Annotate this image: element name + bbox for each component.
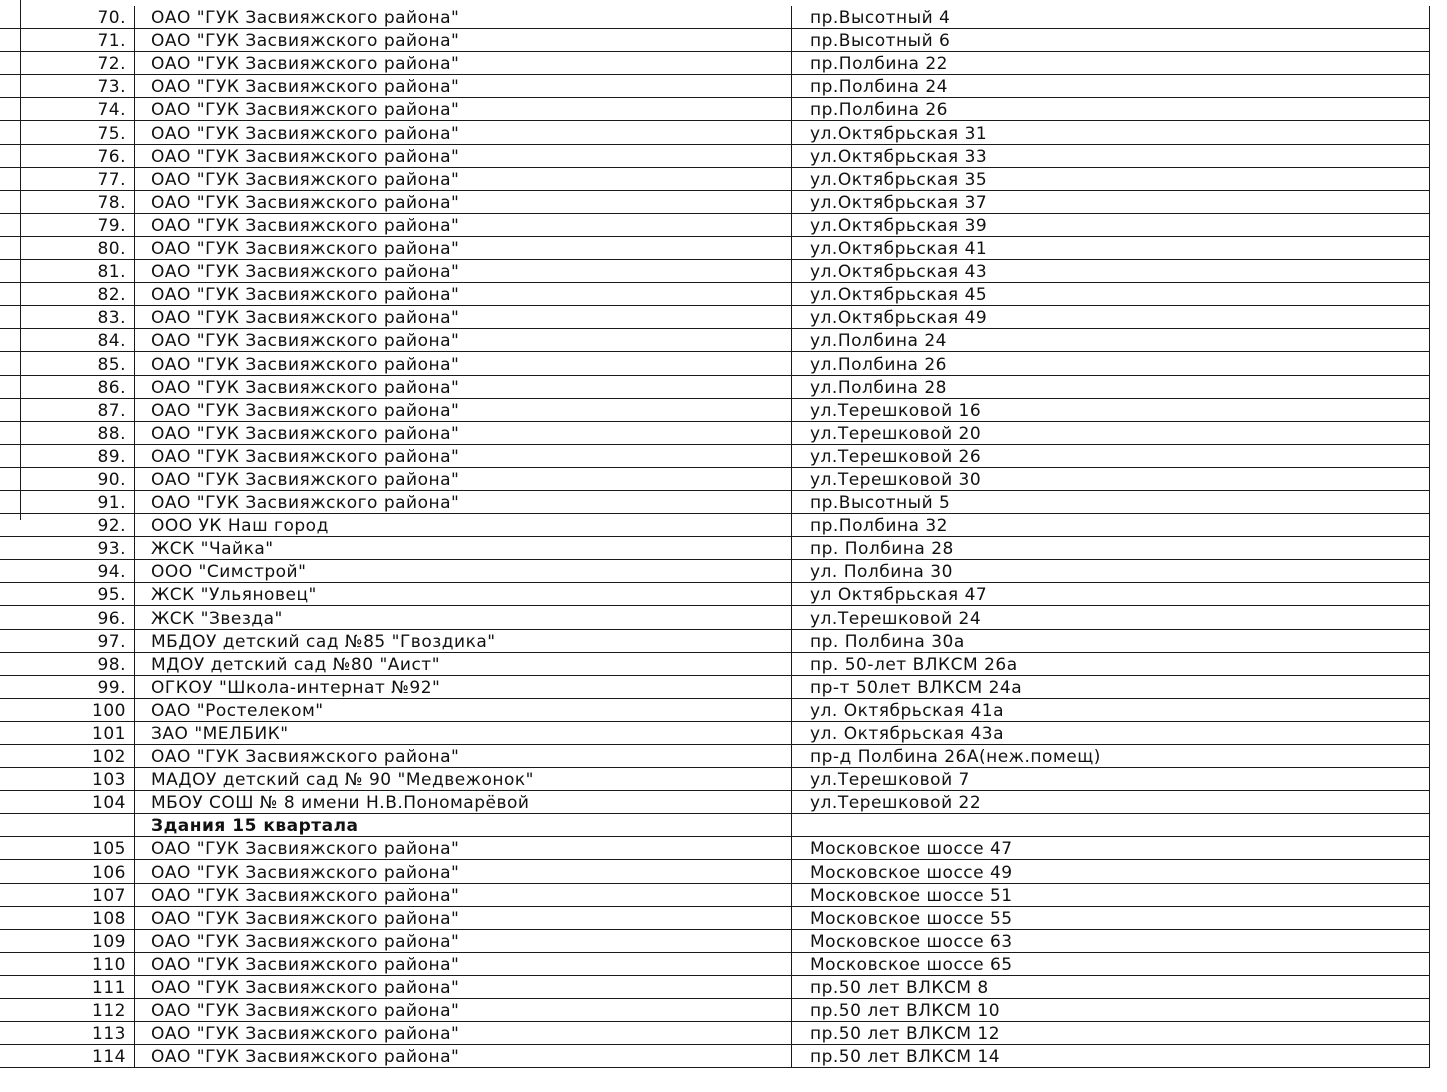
row-number: 86. [0,375,135,398]
row-number: 114 [0,1045,135,1068]
building-address: пр.50 лет ВЛКСМ 14 [792,1045,1430,1068]
organization-name: МБДОУ детский сад №85 "Гвоздика" [135,629,792,652]
row-number: 92. [0,514,135,537]
buildings-table [0,6,1430,1068]
building-address: ул Октябрьская 47 [792,583,1430,606]
organization-name: ОАО "ГУК Засвияжского района" [135,398,792,421]
row-number: 112 [0,999,135,1022]
row-number: 87. [0,398,135,421]
row-number: 95. [0,583,135,606]
organization-name: ОАО "ГУК Засвияжского района" [135,1045,792,1068]
building-address: ул.Терешковой 7 [792,768,1430,791]
building-address: ул.Полбина 28 [792,375,1430,398]
organization-name: ОАО "ГУК Засвияжского района" [135,906,792,929]
building-address: ул.Октябрьская 37 [792,190,1430,213]
table-row [0,467,1430,490]
table-row [0,837,1430,860]
organization-name: МАДОУ детский сад № 90 "Медвежонок" [135,768,792,791]
table-row [0,514,1430,537]
organization-name: ОАО "ГУК Засвияжского района" [135,421,792,444]
row-number: 102 [0,745,135,768]
table-row [0,121,1430,144]
building-address: ул.Октябрьская 41 [792,236,1430,259]
organization-name: ОАО "ГУК Засвияжского района" [135,306,792,329]
organization-name: ОАО "ГУК Засвияжского района" [135,75,792,98]
table-row [0,6,1430,29]
row-number: 81. [0,260,135,283]
table-row [0,398,1430,421]
row-number: 91. [0,490,135,513]
table-row [0,537,1430,560]
table-row [0,167,1430,190]
building-address: ул. Полбина 30 [792,560,1430,583]
table-row [0,629,1430,652]
row-number: 90. [0,467,135,490]
building-address: пр-д Полбина 26А(неж.помещ) [792,745,1430,768]
row-number: 82. [0,283,135,306]
row-number: 98. [0,652,135,675]
row-number: 83. [0,306,135,329]
organization-name: ОАО "ГУК Засвияжского района" [135,121,792,144]
building-address: Московское шоссе 51 [792,883,1430,906]
building-address: ул.Октябрьская 45 [792,283,1430,306]
organization-name: МБОУ СОШ № 8 имени Н.В.Пономарёвой [135,791,792,814]
building-address: ул.Октябрьская 35 [792,167,1430,190]
row-number: 104 [0,791,135,814]
row-number: 110 [0,952,135,975]
table-row [0,560,1430,583]
row-number: 111 [0,975,135,998]
building-address [792,814,1430,837]
building-address: пр.Полбина 24 [792,75,1430,98]
organization-name: ЖСК "Звезда" [135,606,792,629]
building-address: ул.Полбина 26 [792,352,1430,375]
table-row [0,375,1430,398]
organization-name: ОАО "ГУК Засвияжского района" [135,837,792,860]
table-row [0,260,1430,283]
building-address: пр.50 лет ВЛКСМ 12 [792,1022,1430,1045]
organization-name: ОАО "ГУК Засвияжского района" [135,98,792,121]
organization-name: ЖСК "Чайка" [135,537,792,560]
building-address: ул.Октябрьская 33 [792,144,1430,167]
building-address: пр.Полбина 26 [792,98,1430,121]
organization-name: ОАО "ГУК Засвияжского района" [135,6,792,29]
table-row [0,421,1430,444]
building-address: пр.Высотный 5 [792,490,1430,513]
row-number [0,814,135,837]
building-address: пр.Высотный 4 [792,6,1430,29]
section-title: Здания 15 квартала [135,814,792,837]
organization-name: ОАО "ГУК Засвияжского района" [135,490,792,513]
row-number: 113 [0,1022,135,1045]
organization-name: ОАО "ГУК Засвияжского района" [135,260,792,283]
organization-name: ОАО "ГУК Засвияжского района" [135,52,792,75]
table-row [0,721,1430,744]
table-row [0,190,1430,213]
row-number: 109 [0,929,135,952]
building-address: Московское шоссе 47 [792,837,1430,860]
building-address: ул. Октябрьская 41а [792,698,1430,721]
table-row [0,975,1430,998]
building-address: ул. Октябрьская 43а [792,721,1430,744]
table-row [0,1022,1430,1045]
row-number: 101 [0,721,135,744]
table-row [0,29,1430,52]
table-row [0,236,1430,259]
building-address: пр.50 лет ВЛКСМ 10 [792,999,1430,1022]
row-number: 80. [0,236,135,259]
table-body [0,6,1430,1068]
organization-name: ОГКОУ "Школа-интернат №92" [135,675,792,698]
organization-name: ОАО "ГУК Засвияжского района" [135,952,792,975]
row-number: 94. [0,560,135,583]
table-row [0,583,1430,606]
building-address: пр. Полбина 30а [792,629,1430,652]
building-address: ул.Октябрьская 31 [792,121,1430,144]
table-row [0,283,1430,306]
organization-name: ОАО "ГУК Засвияжского района" [135,190,792,213]
table-row [0,98,1430,121]
organization-name: ОАО "ГУК Засвияжского района" [135,213,792,236]
table-row [0,329,1430,352]
table-row [0,52,1430,75]
table-row [0,75,1430,98]
row-number: 73. [0,75,135,98]
building-address: ул.Октябрьская 39 [792,213,1430,236]
row-number: 77. [0,167,135,190]
table-row [0,999,1430,1022]
table-row [0,1045,1430,1068]
organization-name: ОАО "ГУК Засвияжского района" [135,999,792,1022]
building-address: пр.Высотный 6 [792,29,1430,52]
table-row [0,768,1430,791]
building-address: пр. Полбина 28 [792,537,1430,560]
table-row [0,213,1430,236]
building-address: Московское шоссе 63 [792,929,1430,952]
row-number: 96. [0,606,135,629]
table-row [0,490,1430,513]
row-number: 79. [0,213,135,236]
row-number: 84. [0,329,135,352]
organization-name: ООО УК Наш город [135,514,792,537]
row-number: 100 [0,698,135,721]
row-number: 85. [0,352,135,375]
row-number: 108 [0,906,135,929]
table-row [0,698,1430,721]
organization-name: ОАО "ГУК Засвияжского района" [135,29,792,52]
building-address: ул.Терешковой 20 [792,421,1430,444]
row-number: 106 [0,860,135,883]
row-number: 71. [0,29,135,52]
row-number: 97. [0,629,135,652]
organization-name: ООО "Симстрой" [135,560,792,583]
row-number: 88. [0,421,135,444]
building-address: пр. 50-лет ВЛКСМ 26а [792,652,1430,675]
building-address: ул.Терешковой 24 [792,606,1430,629]
table-row [0,144,1430,167]
building-address: ул.Терешковой 22 [792,791,1430,814]
building-address: ул.Октябрьская 49 [792,306,1430,329]
organization-name: ОАО "ГУК Засвияжского района" [135,352,792,375]
organization-name: ОАО "ГУК Засвияжского района" [135,975,792,998]
organization-name: ОАО "ГУК Засвияжского района" [135,236,792,259]
building-address: ул.Терешковой 30 [792,467,1430,490]
row-number: 93. [0,537,135,560]
table-row [0,860,1430,883]
table-row [0,352,1430,375]
row-number: 70. [0,6,135,29]
organization-name: ОАО "ГУК Засвияжского района" [135,167,792,190]
organization-name: ОАО "ГУК Засвияжского района" [135,1022,792,1045]
table-row [0,306,1430,329]
building-address: ул.Полбина 24 [792,329,1430,352]
organization-name: ОАО "ГУК Засвияжского района" [135,883,792,906]
table-row [0,883,1430,906]
row-number: 105 [0,837,135,860]
organization-name: ЖСК "Ульяновец" [135,583,792,606]
organization-name: ОАО "ГУК Засвияжского района" [135,375,792,398]
building-address: пр-т 50лет ВЛКСМ 24а [792,675,1430,698]
row-number: 103 [0,768,135,791]
building-address: пр.Полбина 32 [792,514,1430,537]
row-number: 75. [0,121,135,144]
building-address: Московское шоссе 55 [792,906,1430,929]
row-number: 72. [0,52,135,75]
organization-name: ОАО "ГУК Засвияжского района" [135,745,792,768]
building-address: Московское шоссе 65 [792,952,1430,975]
organization-name: ОАО "ГУК Засвияжского района" [135,444,792,467]
organization-name: МДОУ детский сад №80 "Аист" [135,652,792,675]
organization-name: ОАО "ГУК Засвияжского района" [135,860,792,883]
organization-name: ОАО "ГУК Засвияжского района" [135,467,792,490]
table-row [0,606,1430,629]
building-address: Московское шоссе 49 [792,860,1430,883]
organization-name: ОАО "Ростелеком" [135,698,792,721]
row-number: 107 [0,883,135,906]
row-number: 78. [0,190,135,213]
organization-name: ОАО "ГУК Засвияжского района" [135,929,792,952]
section-header-row [0,814,1430,837]
organization-name: ОАО "ГУК Засвияжского района" [135,144,792,167]
row-number: 76. [0,144,135,167]
table-row [0,652,1430,675]
organization-name: ЗАО "МЕЛБИК" [135,721,792,744]
organization-name: ОАО "ГУК Засвияжского района" [135,329,792,352]
table-row [0,952,1430,975]
building-address: ул.Октябрьская 43 [792,260,1430,283]
table-row [0,791,1430,814]
table-row [0,444,1430,467]
row-number: 74. [0,98,135,121]
row-number: 99. [0,675,135,698]
table-row [0,745,1430,768]
table-row [0,675,1430,698]
building-address: ул.Терешковой 16 [792,398,1430,421]
building-address: пр.Полбина 22 [792,52,1430,75]
table-row [0,929,1430,952]
row-number: 89. [0,444,135,467]
organization-name: ОАО "ГУК Засвияжского района" [135,283,792,306]
building-address: ул.Терешковой 26 [792,444,1430,467]
building-address: пр.50 лет ВЛКСМ 8 [792,975,1430,998]
table-row [0,906,1430,929]
